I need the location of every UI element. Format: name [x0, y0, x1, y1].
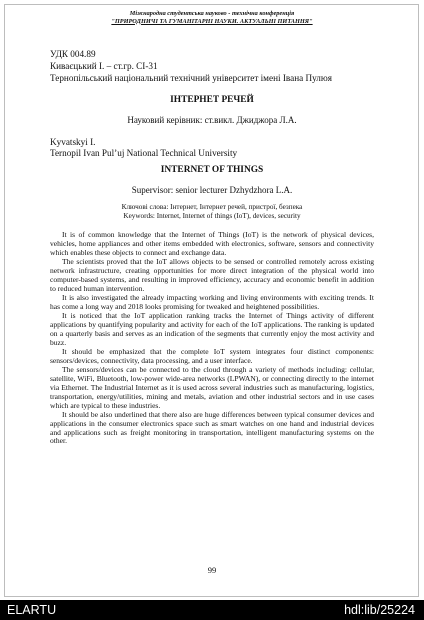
article-body	[50, 231, 374, 447]
paragraph: It should be emphasized that the complete IoT system integrates four distinct components: sensors/devices, connectivity, data processing, and a user interface.	[50, 346, 374, 365]
conference-header-line1: Міжнародна студентська науково - технічна конференція	[129, 10, 295, 17]
paragraph: The sensors/devices can be connected to the cloud through a variety of methods including: cellular, satellite, WiFi, Bluetooth, low-power wide-area networks (LPWAN), or connecting directly to the internet via Ethernet. The Industrial Internet as it is used across several industries such as manufacturing, logistics, transportation, energy/utilities, mining and metals, aviation and other industrial sectors and in use cases which are typical to these industries.	[50, 365, 374, 410]
affiliation-ukr: Тернопільський національний технічний університет імені Івана Пулюя	[50, 73, 332, 83]
paragraph: It is also investigated the already impacting working and living environments with exciting trends. It has come a long way and 2018 looks promising for tweaked and heightened possibilities.	[50, 292, 374, 311]
paragraph: It should be also underlined that there also are huge differences between typical consumer devices and applications in the consumer electronics space such as smart watches on one hand and industrial devices and applications such as freight monitoring in transportation, intelligent manufacturing systems on the other.	[50, 409, 374, 446]
author-ukr: Киваєцький І. – ст.гр. СІ-31	[50, 61, 158, 71]
paragraph: The scientists proved that the IoT allows objects to be sensed or controlled remotely across existing network infrastructure, creating opportunities for more direct integration of the physical world into computer-based systems, and resulting in improved efficiency, accuracy and economic benefit in addition to reduced human intervention.	[50, 257, 374, 293]
paragraph: It is of common knowledge that the Internet of Things (IoT) is the network of physical devices, vehicles, home appliances and other items embedded with electronics, software, sensors and connectivity which enables these objects to connect and exchange data.	[50, 230, 374, 257]
handle-link[interactable]: hdl:lib/25224	[344, 603, 415, 617]
affiliation-eng: Ternopil Ivan Pul’uj National Technical University	[50, 148, 238, 158]
supervisor-eng: Supervisor: senior lecturer Dzhydzhora L.A.	[131, 185, 293, 195]
title-ukr: ІНТЕРНЕТ РЕЧЕЙ	[170, 95, 254, 105]
repository-name: ELARTU	[7, 603, 57, 617]
title-eng: INTERNET OF THINGS	[160, 165, 264, 175]
keywords-eng: Keywords: Internet, Internet of things (IoT), devices, security	[123, 212, 301, 220]
footer-bar	[0, 600, 424, 620]
conference-header-line2: "ПРИРОДНИЧІ ТА ГУМАНІТАРНІ НАУКИ. АКТУАЛЬНІ ПИТАННЯ"	[111, 17, 313, 25]
keywords-ukr: Ключові слова: Інтернет, Інтернет речей, пристрої, безпека	[121, 203, 303, 211]
supervisor-ukr: Науковий керівник: ст.викл. Джиджора Л.А.	[127, 115, 297, 125]
page-number: 99	[207, 565, 217, 575]
author-eng: Kyvatskyi I.	[50, 137, 96, 147]
udk-code: УДК 004.89	[50, 49, 96, 59]
paragraph: It is noticed that the IoT application ranking tracks the Internet of Things activity of different applications by quantifying popularity and activity for each of the IoT applications. The ranking is updated on a quarterly basis and serves as an indication of the segments that currently enjoy the most activity and buzz.	[50, 311, 374, 347]
conference-header	[0, 10, 424, 25]
